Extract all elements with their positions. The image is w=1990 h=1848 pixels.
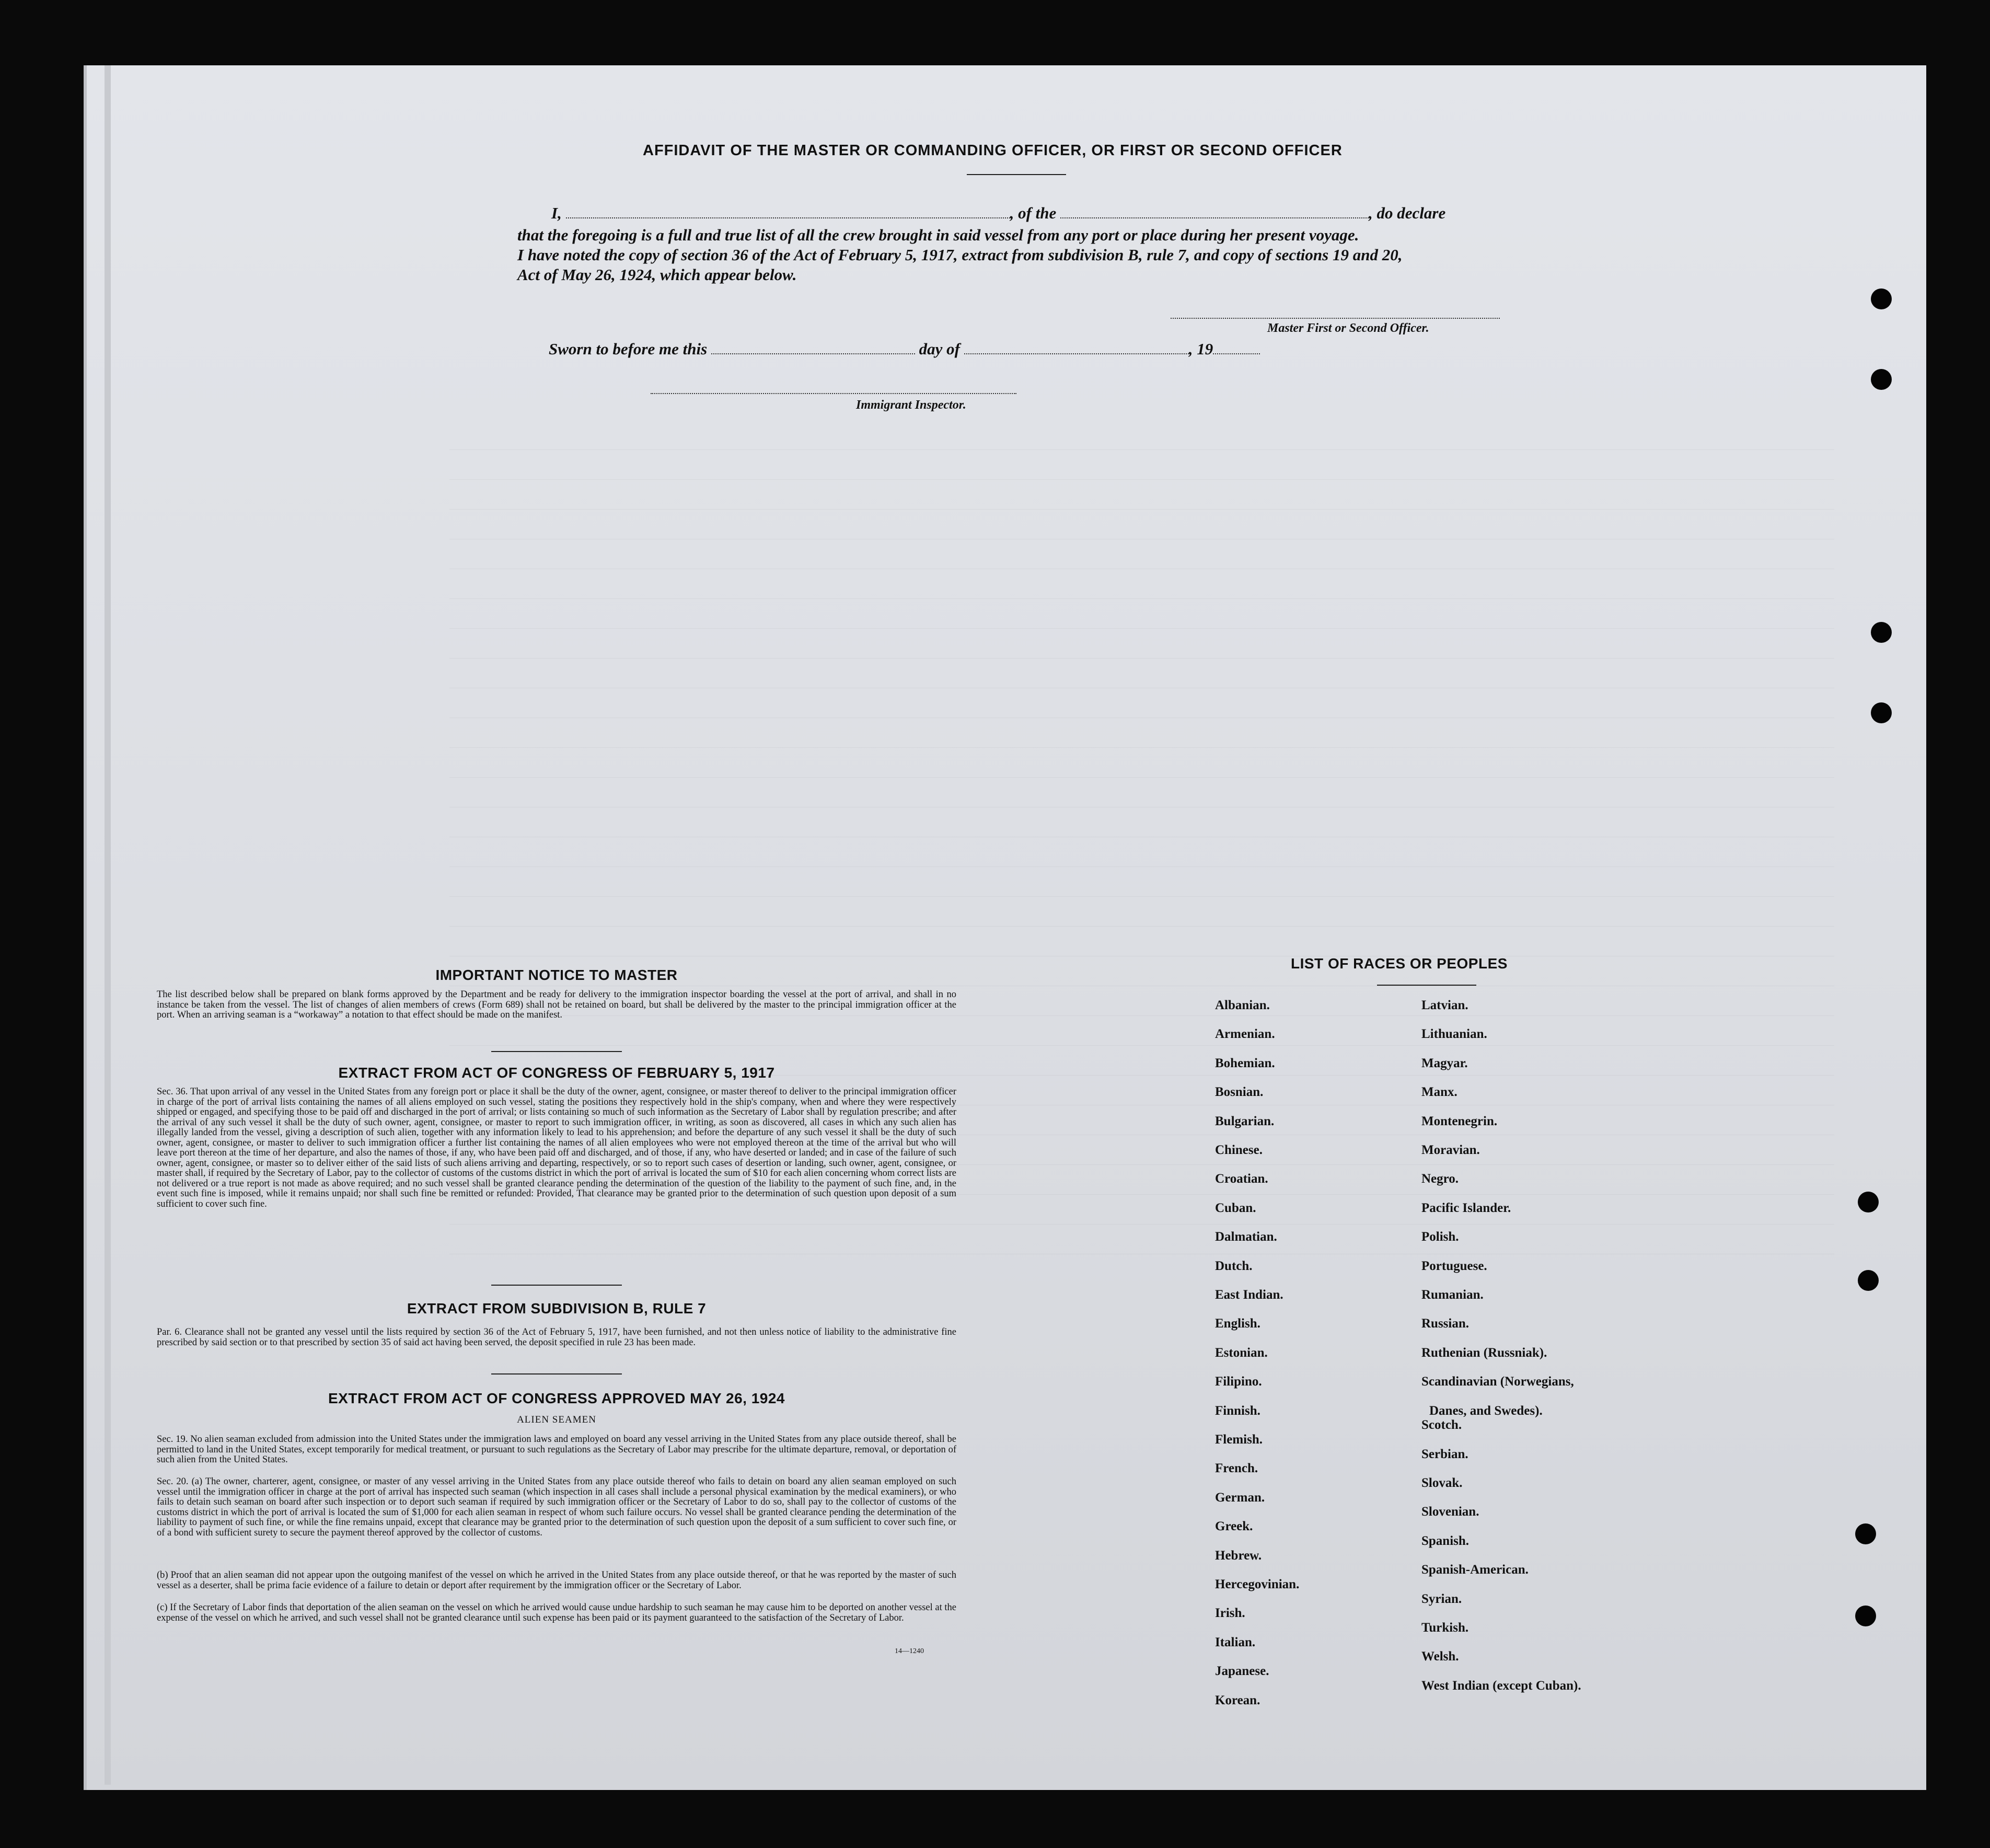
race-item: Dutch. <box>1215 1258 1253 1273</box>
race-item: Serbian. <box>1421 1447 1468 1461</box>
bleed-through-row <box>449 761 1834 778</box>
race-item: Japanese. <box>1215 1664 1269 1679</box>
race-item: Negro. <box>1421 1172 1459 1186</box>
race-item: Bulgarian. <box>1215 1114 1275 1128</box>
sworn-day-field[interactable] <box>711 341 915 354</box>
race-item: Bosnian. <box>1215 1085 1264 1100</box>
bleed-through-row <box>449 493 1834 510</box>
bleed-through-row <box>449 523 1834 539</box>
form-number: 14—1240 <box>895 1647 924 1655</box>
i-label: I, <box>551 204 562 222</box>
section-divider <box>491 1285 622 1286</box>
race-item: Bohemian. <box>1215 1056 1275 1070</box>
punch-hole <box>1858 1270 1879 1291</box>
race-item: Scandinavian (Norwegians, <box>1421 1375 1574 1389</box>
bleed-through-row <box>449 464 1834 480</box>
do-declare-label: , do declare <box>1369 204 1446 222</box>
extract-1917-title: EXTRACT FROM ACT OF CONGRESS OF FEBRUARY 5, 1917 <box>338 1065 775 1081</box>
sworn-label: Sworn to before me this <box>549 340 708 358</box>
race-item: Syrian. <box>1421 1591 1462 1606</box>
race-item: Filipino. <box>1215 1375 1262 1389</box>
race-item: Danes, and Swedes). <box>1429 1404 1543 1418</box>
race-item: Flemish. <box>1215 1433 1263 1447</box>
race-item: English. <box>1215 1316 1260 1331</box>
punch-hole <box>1855 1606 1876 1626</box>
bleed-through-row <box>449 553 1834 569</box>
inspector-label: Immigrant Inspector. <box>856 398 966 412</box>
race-item: Welsh. <box>1421 1649 1459 1664</box>
race-item: Slovenian. <box>1421 1505 1479 1519</box>
race-item: Ruthenian (Russniak). <box>1421 1345 1547 1360</box>
races-title: LIST OF RACES OR PEOPLES <box>1291 955 1508 972</box>
of-the-label: , of the <box>1010 204 1057 222</box>
bleed-through-row <box>449 1238 1834 1254</box>
race-item: Dalmatian. <box>1215 1230 1277 1244</box>
master-signature-label: Master First or Second Officer. <box>1267 321 1429 335</box>
sworn-month-field[interactable] <box>964 341 1189 354</box>
extract-1924-subtitle: ALIEN SEAMEN <box>517 1414 596 1425</box>
race-item: Montenegrin. <box>1421 1114 1498 1128</box>
name-field[interactable] <box>566 205 1010 218</box>
day-of-label: day of <box>919 340 960 358</box>
title-divider <box>967 174 1066 175</box>
race-item: Slovak. <box>1421 1476 1463 1490</box>
race-item: Lithuanian. <box>1421 1027 1487 1042</box>
race-item: Cuban. <box>1215 1200 1256 1215</box>
bleed-through-row <box>449 851 1834 867</box>
bleed-through-row <box>449 732 1834 748</box>
extract-1924-sec20a: Sec. 20. (a) The owner, charterer, agent, consignee, or master of any vessel arriving in the United States from any place outside thereof who fails to detain on board any alien seaman employed on such vessel until the immigration officer in charge at the port of arrival has inspected such seaman (which inspection in all cases shall include a personal physical examination by the medical examiners), or who fails to detain such seaman on board after such inspection or to deport such seaman if required by such immigration officer or the Secretary of Labor to do so, shall pay to the collector of customs of the customs district in which the port of arrival is located the sum of $1,000 for each alien seaman in respect of whom such failure occurs. No vessel shall be granted clearance pending the determination of the liability to payment of such fine, or while the fine remains unpaid, except that clearance may be granted prior to the determination of such question upon the deposit of a sum sufficient to cover such fine, or of a bond with sufficient surety to secure the payment thereof approved by the collector of customs. <box>157 1476 956 1538</box>
rule7-title: EXTRACT FROM SUBDIVISION B, RULE 7 <box>407 1300 707 1316</box>
race-item: Latvian. <box>1421 998 1468 1012</box>
bleed-through-row <box>449 791 1834 807</box>
affidavit-line2: that the foregoing is a full and true list of all the crew brought in said vessel from any port or place during her present voyage. <box>517 226 1359 244</box>
inspector-signature-line[interactable] <box>651 393 1016 394</box>
race-item: Magyar. <box>1421 1056 1468 1070</box>
notice-title: IMPORTANT NOTICE TO MASTER <box>435 967 678 983</box>
bleed-through-row <box>449 434 1834 450</box>
sworn-line <box>549 340 1260 359</box>
extract-1924-sec20c: (c) If the Secretary of Labor finds that deportation of the alien seaman on the vessel on which he arrived would cause undue hardship to such seaman he may cause him to be deported on another vessel at the expense of the vessel on which he arrived, and such vessel shall not be granted clearance until such expense has been paid or its payment guaranteed to the satisfaction of the Secretary of Labor. <box>157 1602 956 1623</box>
vessel-field[interactable] <box>1060 205 1369 218</box>
race-item: Irish. <box>1215 1606 1245 1621</box>
bleed-through-row <box>449 881 1834 897</box>
race-item: Estonian. <box>1215 1345 1268 1360</box>
bleed-through-row <box>449 642 1834 659</box>
race-item: Moravian. <box>1421 1143 1480 1157</box>
race-item: Rumanian. <box>1421 1288 1484 1302</box>
race-item: West Indian (except Cuban). <box>1421 1678 1581 1693</box>
bleed-through-row <box>449 672 1834 688</box>
extract-1924-title: EXTRACT FROM ACT OF CONGRESS APPROVED MAY 26, 1924 <box>328 1390 785 1406</box>
punch-hole <box>1871 369 1892 390</box>
bleed-through-row <box>449 702 1834 718</box>
race-item: East Indian. <box>1215 1288 1283 1302</box>
year-prefix-label: , 19 <box>1188 340 1213 358</box>
sworn-year-field[interactable] <box>1213 341 1260 354</box>
rule7-text: Par. 6. Clearance shall not be granted any vessel until the lists required by section 36 of the Act of February 5, 1917, have been furnished, and not then unless notice of liability to the administrative fine prescribed by said section or to that prescribed by section 35 of said act having been served, the deposit specified in rule 23 has been made. <box>157 1327 956 1348</box>
section-divider <box>491 1373 622 1375</box>
race-item: Korean. <box>1215 1693 1260 1707</box>
race-item: Spanish. <box>1421 1533 1470 1548</box>
race-item: Albanian. <box>1215 998 1270 1012</box>
punch-hole <box>1855 1523 1876 1544</box>
extract-1917-text: Sec. 36. That upon arrival of any vessel in the United States from any foreign port or place it shall be the duty of the owner, agent, consignee, or master thereof to deliver to the principal immigration officer in charge of the port of arrival lists containing the names of all aliens employed on such vessel, stating the positions they respectively hold in the ship's company, when and where they were respectively shipped or engaged, and specifying those to be paid off and discharged in the port of arrival; or lists containing so much of such information as the Secretary of Labor shall by regulation prescribe; and after the arrival of any such vessel it shall be the duty of such owner, agent, consignee, or master to report to such immigration officer, in writing, as soon as discovered, all cases in which any such alien has illegally landed from the vessel, giving a description of such alien, together with any information likely to lead to his apprehension; and before the departure of any such vessel it shall be the duty of such owner, agent, consignee, or master to deliver to such immigration officer a further list containing the names of all alien employees who were not employed thereon at the time of the arrival but who will leave port thereon at the time of her departure, and also the names of those, if any, who have been paid off and discharged, and of those, if any, who have deserted or landed; and in case of the failure of such owner, agent, consignee, or master so to deliver either of the said lists of such aliens arriving and departing, respectively, or so to report such cases of desertion or landing, such owner, agent, consignee, or master shall, if required by the Secretary of Labor, pay to the collector of customs of the customs district in which the port of arrival is located the sum of $10 for each alien concerning whom correct lists are not delivered or a true report is not made as above required; and no such vessel shall be granted clearance pending the determination of the question of the liability to the payment of such fine, and, in the event such fine is imposed, while it remains unpaid; nor shall such fine be remitted or refunded: Provided, That clearance may be granted prior to the determination of such question upon deposit of a sum sufficient to cover such fine. <box>157 1087 956 1209</box>
bleed-through-row <box>449 821 1834 837</box>
race-item: Hercegovinian. <box>1215 1577 1300 1591</box>
race-item: French. <box>1215 1461 1258 1476</box>
punch-hole <box>1871 288 1892 309</box>
affidavit-title: AFFIDAVIT OF THE MASTER OR COMMANDING OFFICER, OR FIRST OR SECOND OFFICER <box>643 142 1343 159</box>
notice-text: The list described below shall be prepared on blank forms approved by the Department and be ready for delivery to the immigration inspector boarding the vessel at the port of arrival, and shall in no instance be taken from the vessel. The list of changes of alien members of crews (Form 689) shall not be retained on board, but shall be delivered by the master to the principal immigration officer at the port. When an arriving seaman is a “workaway” a notation to that effect should be made on the manifest. <box>157 989 956 1020</box>
race-item: Hebrew. <box>1215 1548 1262 1563</box>
race-item: Pacific Islander. <box>1421 1200 1511 1215</box>
punch-hole <box>1858 1192 1879 1212</box>
race-item: Portuguese. <box>1421 1258 1487 1273</box>
race-item: Greek. <box>1215 1519 1253 1534</box>
race-item: Armenian. <box>1215 1027 1275 1042</box>
race-item: Croatian. <box>1215 1172 1268 1186</box>
extract-1924-sec19: Sec. 19. No alien seaman excluded from admission into the United States under the immigration laws and employed on board any vessel arriving in the United States from any place outside thereof, shall be permitted to land in the United States, except temporarily for medical treatment, or pursuant to such regulations as the Secretary of Labor may prescribe for the ultimate departure, removal, or deportation of such alien from the United States. <box>157 1434 956 1465</box>
master-signature-line[interactable] <box>1171 318 1500 319</box>
race-item: German. <box>1215 1490 1265 1505</box>
affidavit-line4: Act of May 26, 1924, which appear below. <box>517 265 797 284</box>
race-item: Manx. <box>1421 1085 1457 1100</box>
bleed-through-row <box>449 940 1834 956</box>
section-divider <box>491 1051 622 1052</box>
race-item: Russian. <box>1421 1316 1470 1331</box>
race-item: Italian. <box>1215 1635 1256 1649</box>
races-divider <box>1377 985 1476 986</box>
affidavit-line3: I have noted the copy of section 36 of the Act of February 5, 1917, extract from subdivision B, rule 7, and copy of sections 19 and 20, <box>517 246 1403 264</box>
punch-hole <box>1871 622 1892 643</box>
race-item: Spanish-American. <box>1421 1563 1529 1577</box>
race-item: Finnish. <box>1215 1403 1260 1418</box>
race-item: Chinese. <box>1215 1143 1263 1157</box>
race-item: Polish. <box>1421 1230 1459 1244</box>
affidavit-line1 <box>551 204 1523 223</box>
page-fold <box>105 65 111 1785</box>
bleed-through-row <box>449 583 1834 599</box>
bleed-through-row <box>449 1208 1834 1225</box>
bleed-through-row <box>449 910 1834 927</box>
bleed-through-row <box>449 1030 1834 1046</box>
extract-1924-sec20b: (b) Proof that an alien seaman did not appear upon the outgoing manifest of the vessel on which he arrived in the United States from any place outside thereof, or that he was reported by the master of such vessel as a deserter, shall be prima facie evidence of a failure to detain or deport after requirement by the immigration officer or the Secretary of Labor. <box>157 1570 956 1591</box>
race-item: Turkish. <box>1421 1621 1469 1635</box>
race-item: Scotch. <box>1421 1418 1462 1433</box>
punch-hole <box>1871 702 1892 723</box>
bleed-through-row <box>449 613 1834 629</box>
